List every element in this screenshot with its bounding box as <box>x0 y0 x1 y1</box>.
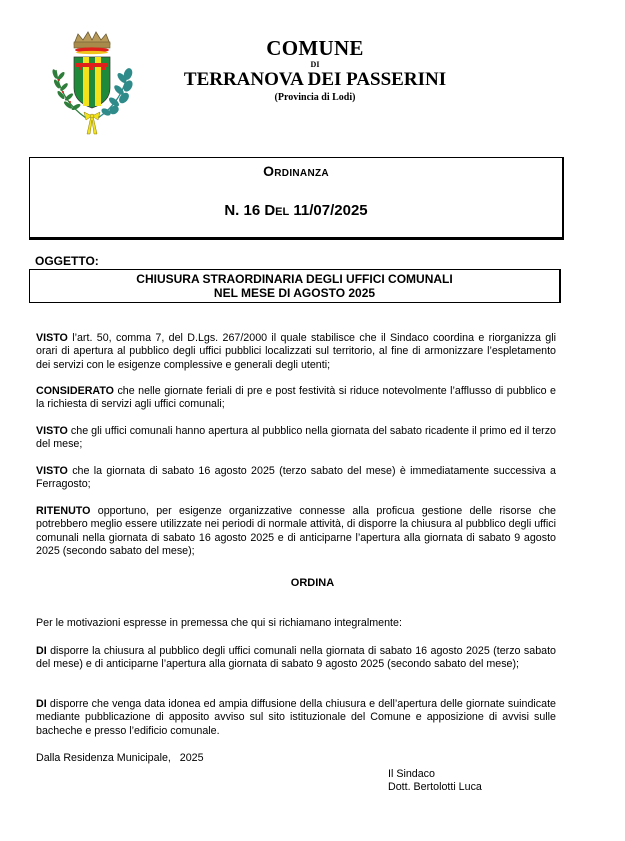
place-date-text: Dalla Residenza Municipale, 2025 <box>36 752 204 764</box>
premise-text: che la giornata di sabato 16 agosto 2025 (terzo sabato del mese) è immediatamente successiva a Ferragosto; <box>36 465 556 491</box>
order-text: disporre che venga data idonea ed ampia diffusione della chiusura e dell’apertura delle giornate suindicate mediante pubblicazione di apposito avviso sul sito istituzionale del Comune e apposizione di avvisi sulle bacheche e presso l’edificio comunale. <box>36 698 556 737</box>
municipal-crest-logo <box>46 30 138 136</box>
premise-paragraph <box>36 465 556 492</box>
order-paragraph <box>36 645 556 672</box>
premise-keyword: RITENUTO <box>36 505 91 517</box>
subject-line-1: CHIUSURA STRAORDINARIA DEGLI UFFICI COMUNALI <box>136 272 453 286</box>
place-and-date <box>36 752 204 764</box>
premise-text: che gli uffici comunali hanno apertura al pubblico nella giornata del sabato ricadente il primo ed il terzo del mese; <box>36 425 556 451</box>
ordina-heading: ORDINA <box>290 577 335 589</box>
premise-keyword: CONSIDERATO <box>36 385 114 397</box>
municipality-header <box>170 36 460 104</box>
premise-keyword: VISTO <box>36 425 68 437</box>
premise-paragraph <box>36 332 556 372</box>
premise-text: l’art. 50, comma 7, del D.Lgs. 267/2000 il quale stabilisce che il Sindaco coordina e riorganizza gli orari di apertura al pubblico degli uffici pubblici localizzati sul territorio, al fine di armonizzare l’espletamento dei servizi con le esigenze complessive e generali degli utenti; <box>36 332 556 371</box>
ordinance-title-box <box>29 157 564 240</box>
premise-paragraph <box>36 425 556 452</box>
order-keyword: DI <box>36 645 47 657</box>
ordinance-number: N. 16 Del 11/07/2025 <box>224 202 368 219</box>
motivation-text: Per le motivazioni espresse in premessa che qui si richiamano integralmente: <box>36 617 402 629</box>
shield-icon <box>74 57 110 108</box>
subject-box <box>29 269 561 303</box>
order-text: disporre la chiusura al pubblico degli uffici comunali nella giornata di sabato 16 agosto 2025 (terzo sabato del mese) e di anticiparne l’apertura alla giornata di sabato 9 agosto 2025 (secondo sabato del mese); <box>36 645 556 671</box>
signature-block <box>388 768 482 795</box>
premise-text: che nelle giornate feriali di pre e post festività si riduce notevolmente l’afflusso di pubblico e la richiesta di servizi agli uffici comunali; <box>36 385 556 411</box>
order-paragraph <box>36 698 556 738</box>
subject-line-2: NEL MESE DI AGOSTO 2025 <box>213 286 376 300</box>
ordinance-title: Ordinanza <box>263 163 329 179</box>
premise-keyword: VISTO <box>36 332 68 344</box>
signer-title: Il Sindaco <box>388 768 435 780</box>
premise-paragraph <box>36 505 556 558</box>
premise-keyword: VISTO <box>36 465 68 477</box>
order-keyword: DI <box>36 698 47 710</box>
subject-label: OGGETTO: <box>35 254 99 268</box>
header-di: DI <box>310 60 320 69</box>
header-province: (Provincia di Lodi) <box>274 92 356 103</box>
header-town-name: TERRANOVA DEI PASSERINI <box>183 69 447 90</box>
ribbon-icon <box>84 112 100 134</box>
premise-text: opportuno, per esigenze organizzative connesse alla proficua gestione delle risorse che potrebbero meglio essere utilizzate nei periodi di normale attività, di disporre la chiusura al pubblico degli uffici comunali nella giornata di sabato 16 agosto 2025 e di anticiparne l’apertura alla giornata di sabato 9 agosto 2025 (secondo sabato del mese); <box>36 505 556 557</box>
header-comune: COMUNE <box>266 36 364 60</box>
premise-paragraph <box>36 385 556 412</box>
signer-name: Dott. Bertolotti Luca <box>388 781 482 794</box>
crown-icon <box>74 32 110 54</box>
